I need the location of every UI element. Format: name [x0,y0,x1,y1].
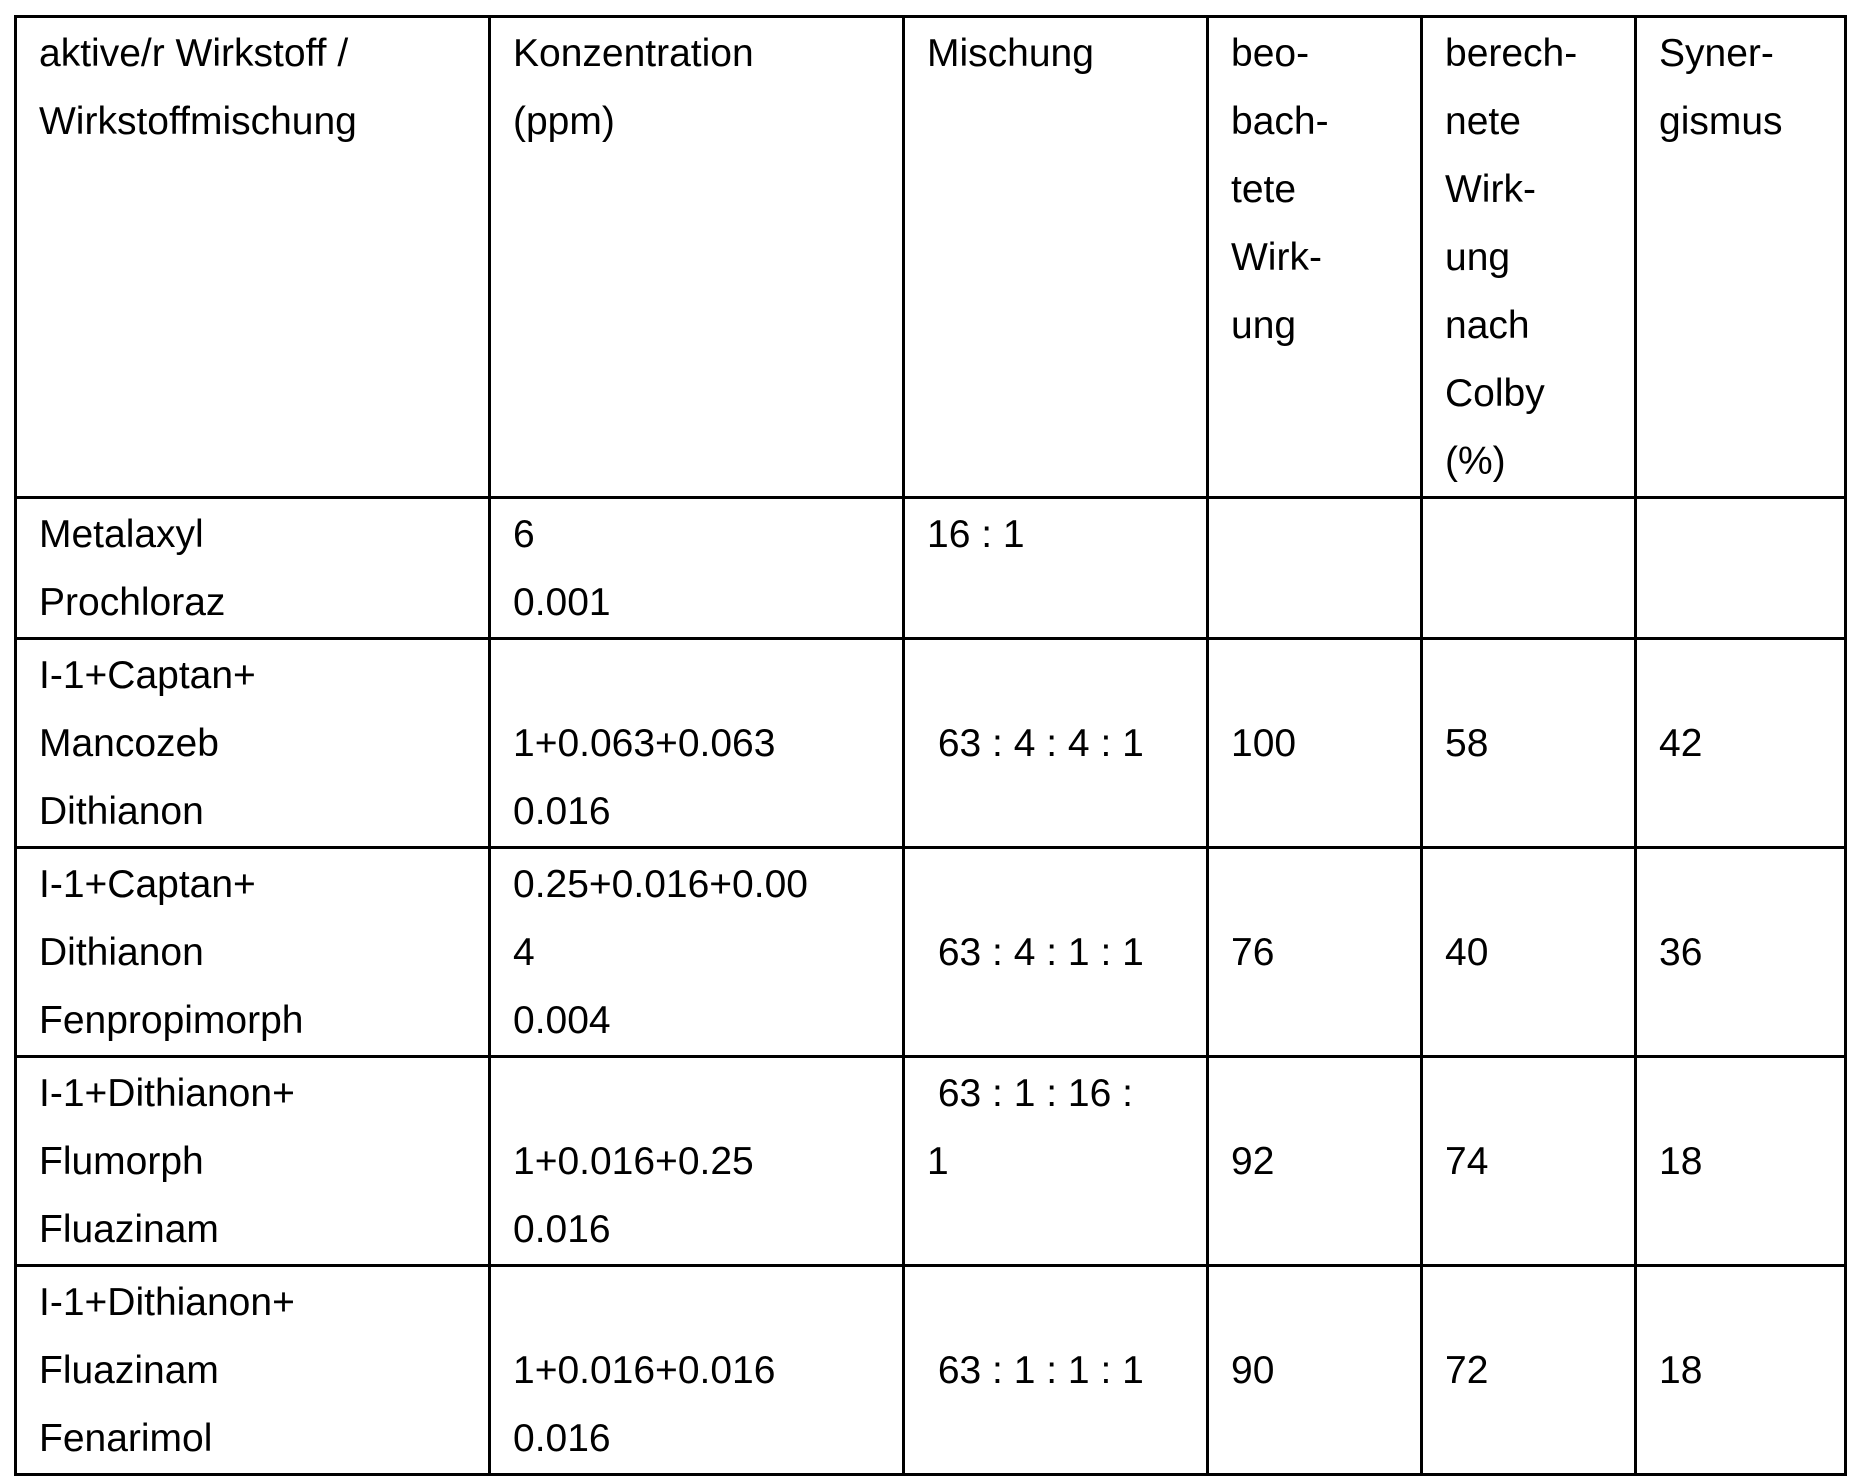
cell-mixture [904,848,1208,1057]
cell-line: 100 [1231,710,1410,778]
table-row [16,1057,1846,1266]
header-line: Wirkstoffmischung [39,88,478,156]
cell-line [1445,501,1624,569]
cell-observed [1208,1057,1422,1266]
cell-line: Fluazinam [39,1196,478,1264]
cell-line: 18 [1659,1128,1834,1196]
cell-line: Mancozeb [39,710,478,778]
header-line: nete [1445,88,1624,156]
cell-synergism [1636,498,1846,639]
cell-concentration [490,498,904,639]
header-line: berech- [1445,20,1624,88]
header-line: gismus [1659,88,1834,156]
header-mixture [904,17,1208,498]
cell-line: 0.001 [513,569,892,637]
cell-line: 18 [1659,1337,1834,1405]
header-line: ung [1445,224,1624,292]
header-line: Wirk- [1445,156,1624,224]
table-row [16,848,1846,1057]
cell-line: 1+0.016+0.25 [513,1128,892,1196]
cell-line: Fenpropimorph [39,987,478,1055]
cell-line: Fenarimol [39,1405,478,1473]
header-concentration [490,17,904,498]
header-line: Wirk- [1231,224,1410,292]
cell-line: 1 [927,1128,1196,1196]
cell-synergism [1636,639,1846,848]
cell-synergism [1636,848,1846,1057]
cell-line: 0.016 [513,1405,892,1473]
cell-calculated [1422,498,1636,639]
cell-substances [16,498,490,639]
header-line: Colby [1445,360,1624,428]
header-line: (%) [1445,428,1624,496]
cell-line: 1+0.063+0.063 [513,710,892,778]
cell-substances [16,1266,490,1475]
cell-mixture [904,498,1208,639]
header-observed [1208,17,1422,498]
cell-line: I-1+Dithianon+ [39,1269,478,1337]
cell-substances [16,639,490,848]
cell-observed [1208,1266,1422,1475]
cell-synergism [1636,1266,1846,1475]
cell-line: 63 : 4 : 4 : 1 [927,710,1196,778]
cell-line: 74 [1445,1128,1624,1196]
cell-line: 40 [1445,919,1624,987]
header-line: nach [1445,292,1624,360]
cell-calculated [1422,1266,1636,1475]
header-line: (ppm) [513,88,892,156]
cell-calculated [1422,639,1636,848]
cell-line: 63 : 1 : 16 : [927,1060,1196,1128]
header-line: beo- [1231,20,1410,88]
cell-line: Fluazinam [39,1337,478,1405]
cell-line: I-1+Dithianon+ [39,1060,478,1128]
header-line: aktive/r Wirkstoff / [39,20,478,88]
cell-line: 0.25+0.016+0.00 [513,851,892,919]
cell-substances [16,1057,490,1266]
cell-line: 63 : 1 : 1 : 1 [927,1337,1196,1405]
synergism-table [14,15,1847,1476]
cell-calculated [1422,848,1636,1057]
cell-observed [1208,848,1422,1057]
cell-line: 0.016 [513,778,892,846]
cell-concentration [490,848,904,1057]
header-line: Mischung [927,20,1196,88]
cell-line: Dithianon [39,919,478,987]
cell-line: 42 [1659,710,1834,778]
cell-line: 72 [1445,1337,1624,1405]
cell-line: 0.016 [513,1196,892,1264]
cell-line: 58 [1445,710,1624,778]
cell-line: Flumorph [39,1128,478,1196]
header-line: Konzentration [513,20,892,88]
cell-mixture [904,1057,1208,1266]
cell-concentration [490,1266,904,1475]
header-substance [16,17,490,498]
cell-line [1659,501,1834,569]
header-synergism [1636,17,1846,498]
cell-line: 36 [1659,919,1834,987]
cell-line: Dithianon [39,778,478,846]
cell-line: 0.004 [513,987,892,1055]
header-line: Syner- [1659,20,1834,88]
cell-mixture [904,639,1208,848]
cell-line: 16 : 1 [927,501,1196,569]
header-line: bach- [1231,88,1410,156]
cell-line: I-1+Captan+ [39,851,478,919]
cell-observed [1208,639,1422,848]
cell-calculated [1422,1057,1636,1266]
cell-line: Prochloraz [39,569,478,637]
cell-observed [1208,498,1422,639]
cell-line: 90 [1231,1337,1410,1405]
cell-line: 4 [513,919,892,987]
cell-substances [16,848,490,1057]
cell-line: 1+0.016+0.016 [513,1337,892,1405]
cell-line: 92 [1231,1128,1410,1196]
table-row [16,1266,1846,1475]
header-calculated [1422,17,1636,498]
table-row [16,498,1846,639]
cell-line [1231,501,1410,569]
cell-concentration [490,1057,904,1266]
cell-mixture [904,1266,1208,1475]
cell-concentration [490,639,904,848]
header-line: tete [1231,156,1410,224]
cell-line: 76 [1231,919,1410,987]
cell-line: 6 [513,501,892,569]
table-row [16,639,1846,848]
cell-line: I-1+Captan+ [39,642,478,710]
header-row [16,17,1846,498]
header-line: ung [1231,292,1410,360]
cell-line: 63 : 4 : 1 : 1 [927,919,1196,987]
cell-synergism [1636,1057,1846,1266]
cell-line: Metalaxyl [39,501,478,569]
